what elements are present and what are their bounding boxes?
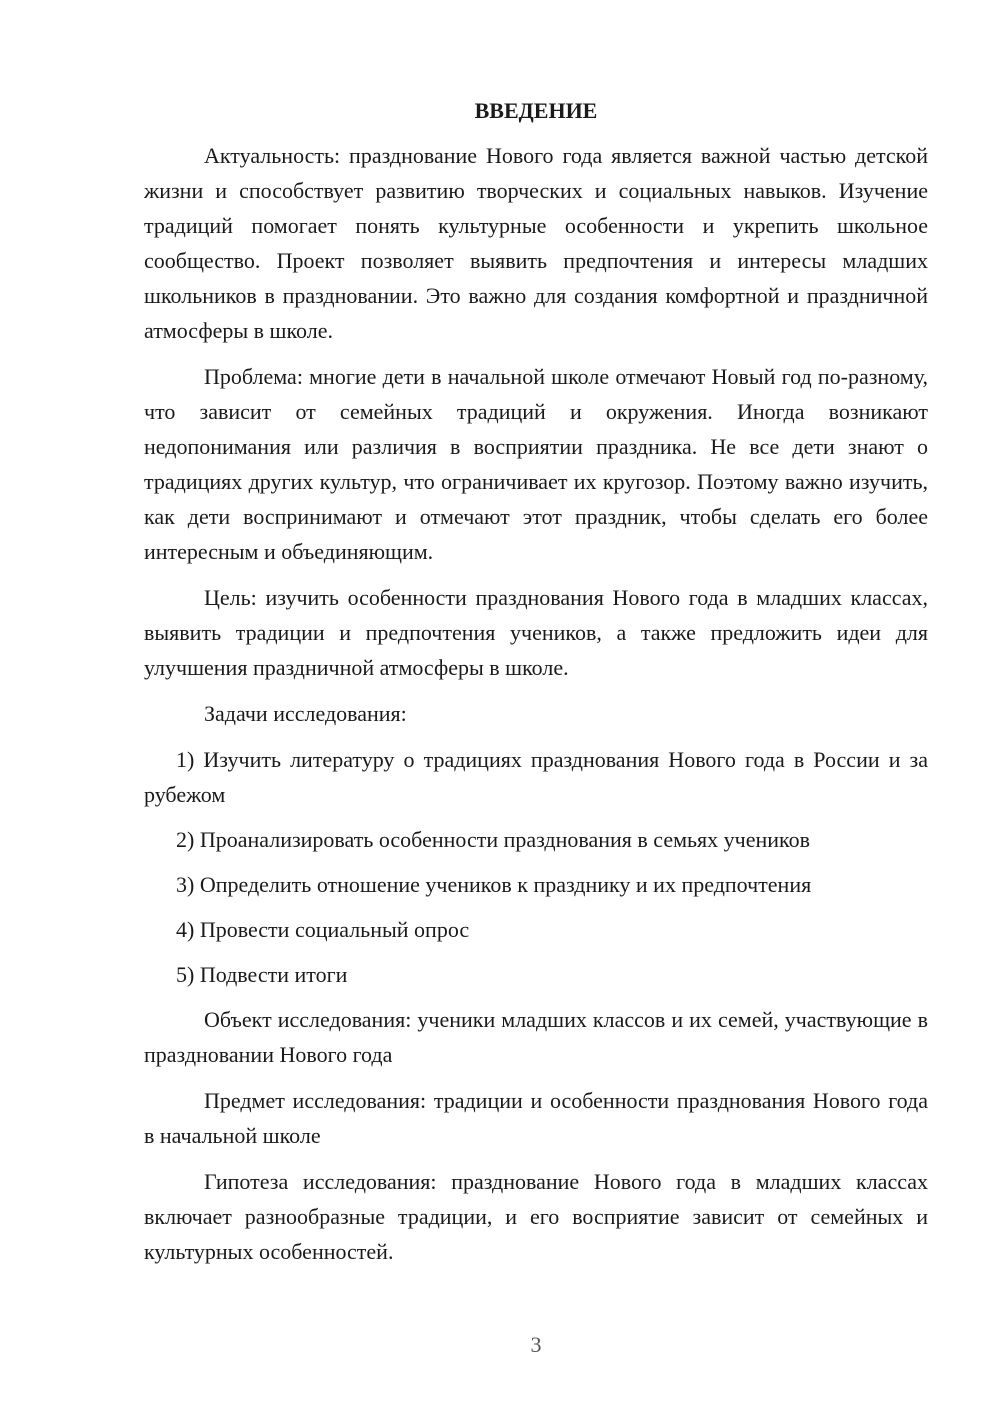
tasks-heading: Задачи исследования: <box>204 701 407 726</box>
list-item: 3) Определить отношение учеников к празднику и их предпочтения <box>176 872 812 897</box>
tasks-list <box>144 742 928 992</box>
page-number: 3 <box>530 1332 542 1357</box>
subject-paragraph: Предмет исследования: традиции и особенности празднования Нового года в начальной школе <box>144 1088 928 1148</box>
page-content <box>144 93 928 1280</box>
relevance-paragraph: Актуальность: празднование Нового года является важной частью детской жизни и способствует развитию творческих и социальных навыков. Изучение традиций помогает понять культурные особенности и укрепить школьное сообщество. Проект позволяет выявить предпочтения и интересы младших школьников в праздновании. Это важно для создания комфортной и праздничной атмосферы в школе. <box>144 143 928 343</box>
section-title: ВВЕДЕНИЕ <box>474 98 598 123</box>
goal-paragraph: Цель: изучить особенности празднования Нового года в младших классах, выявить традиции и предпочтения учеников, а также предложить идеи для улучшения праздничной атмосферы в школе. <box>144 585 928 680</box>
hypothesis-paragraph: Гипотеза исследования: празднование Нового года в младших классах включает разнообразные традиции, и его восприятие зависит от семейных и культурных особенностей. <box>144 1169 928 1264</box>
list-item: 1) Изучить литературу о традициях празднования Нового года в России и за рубежом <box>144 747 928 807</box>
object-paragraph: Объект исследования: ученики младших классов и их семей, участвующие в праздновании Нового года <box>144 1007 928 1067</box>
list-item: 5) Подвести итоги <box>176 962 348 987</box>
problem-paragraph: Проблема: многие дети в начальной школе отмечают Новый год по-разному, что зависит от семейных традиций и окружения. Иногда возникают недопонимания или различия в восприятии праздника. Не все дети знают о традициях других культур, что ограничивает их кругозор. Поэтому важно изучить, как дети воспринимают и отмечают этот праздник, чтобы сделать его более интересным и объединяющим. <box>144 364 928 564</box>
list-item: 4) Провести социальный опрос <box>176 917 470 942</box>
list-item: 2) Проанализировать особенности празднования в семьях учеников <box>176 827 811 852</box>
